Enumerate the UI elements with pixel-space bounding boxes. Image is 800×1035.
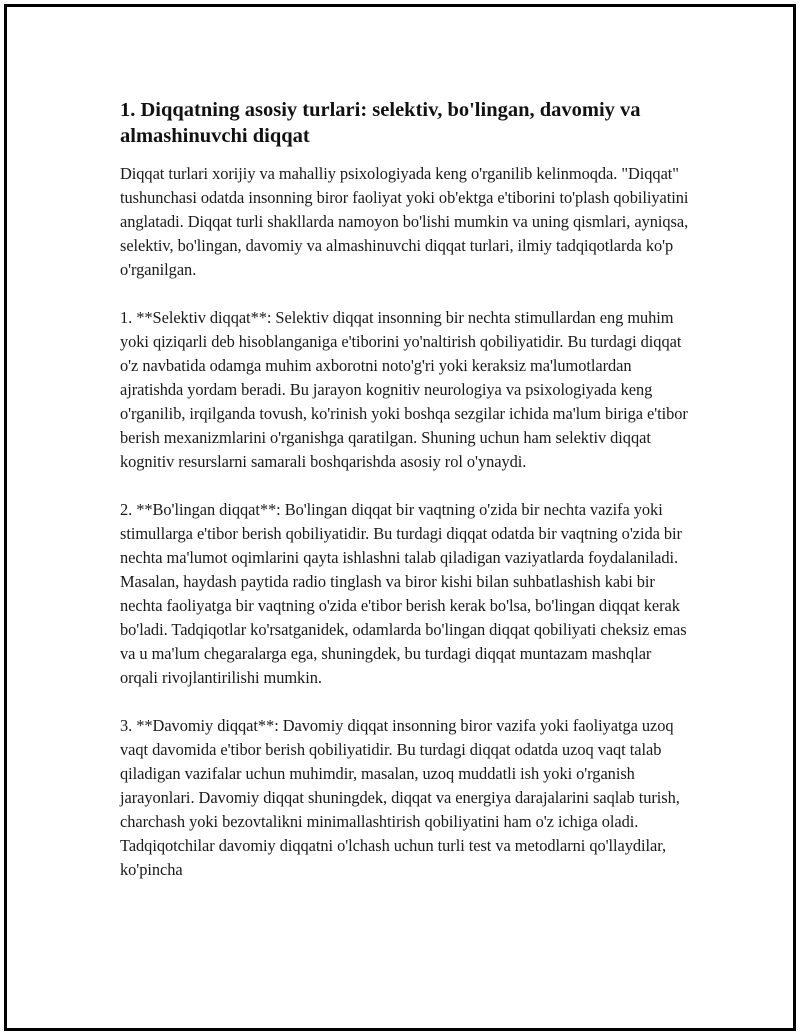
page-frame [4,4,796,1031]
paragraph-divided-attention: 2. **Bo'lingan diqqat**: Bo'lingan diqqat bir vaqtning o'zida bir nechta vazifa yoki stimullarga e'tibor berish qobiliyatidir. Bu turdagi diqqat odatda bir vaqtning o'zida bir nechta ma'lumot oqimlarini qayta ishlashni talab qiladigan vaziyatlarda foydalaniladi. Masalan, haydash paytida radio tinglash va biror kishi bilan suhbatlashish kabi bir nechta faoliyatga bir vaqtning o'zida e'tibor berish kerak bo'lsa, bo'lingan diqqat kerak bo'ladi. Tadqiqotlar ko'rsatganidek, odamlarda bo'lingan diqqat qobiliyati cheksiz emas va u ma'lum chegaralarga ega, shuningdek, bu turdagi diqqat muntazam mashqlar orqali rivojlantirilishi mumkin. [120,500,687,687]
section-heading: 1. Diqqatning asosiy turlari: selektiv, bo'lingan, davomiy va almashinuvchi diqqat [120,99,641,147]
paragraph-selective-attention: 1. **Selektiv diqqat**: Selektiv diqqat insonning bir nechta stimullardan eng muhim yoki qiziqarli deb hisoblanganiga e'tiborini yo'naltirish qobiliyatidir. Bu turdagi diqqat o'z navbatida odamga muhim axborotni noto'g'ri yoki keraksiz ma'lumotlardan ajratishda yordam beradi. Bu jarayon kognitiv neurologiya va psixologiyada keng o'rganilib, irqilganda tovush, ko'rinish yoki boshqa sezgilar ichida ma'lum biriga e'tibor berish mexanizmlarini o'rganishga qaratilgan. Shuning uchun ham selektiv diqqat kognitiv resurslarni samarali boshqarishda asosiy rol o'ynaydi. [120,308,688,471]
paragraph-intro: Diqqat turlari xorijiy va mahalliy psixologiyada keng o'rganilib kelinmoqda. "Diqqat" tushunchasi odatda insonning biror faoliyat yoki ob'ektga e'tiborini to'plash qobiliyatini anglatadi. Diqqat turli shakllarda namoyon bo'lishi mumkin va uning qismlari, ayniqsa, selektiv, bo'lingan, davomiy va almashinuvchi diqqat turlari, ilmiy tadqiqotlarda ko'p o'rganilgan. [120,164,689,279]
paragraph-sustained-attention: 3. **Davomiy diqqat**: Davomiy diqqat insonning biror vazifa yoki faoliyatga uzoq vaqt davomida e'tibor berish qobiliyatidir. Bu turdagi diqqat odatda uzoq vaqt talab qiladigan vazifalar uchun muhimdir, masalan, uzoq muddatli ish yoki o'rganish jarayonlari. Davomiy diqqat shuningdek, diqqat va energiya darajalarini saqlab turish, charchash yoki bezovtalikni minimallashtirish qobiliyatini ham o'z ichiga oladi. Tadqiqotchilar davomiy diqqatni o'lchash uchun turli test va metodlarni qo'llaydilar, ko'pincha [120,716,680,879]
document-body [120,97,692,906]
